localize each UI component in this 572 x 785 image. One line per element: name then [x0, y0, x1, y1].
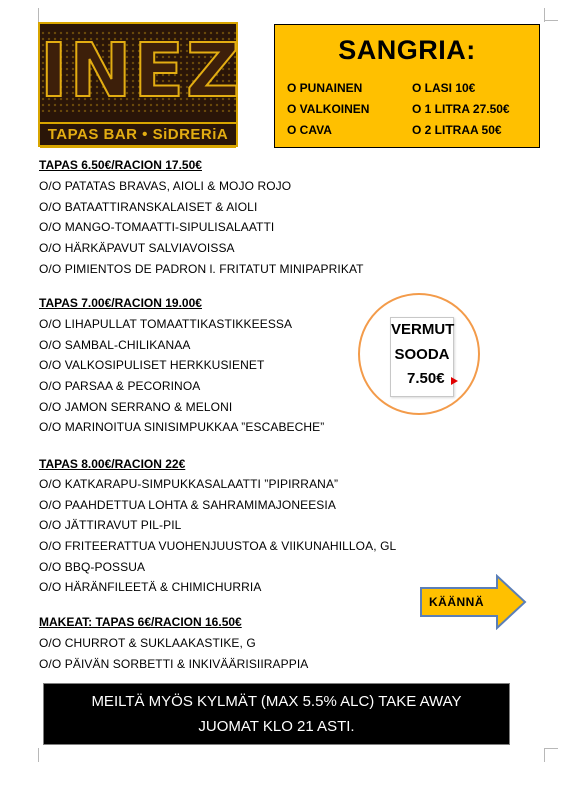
section-heading: MAKEAT: TAPAS 6€/RACION 16.50€ — [39, 615, 242, 629]
menu-item: O/O PÄIVÄN SORBETTI & INKIVÄÄRISIIRAPPIA — [39, 657, 309, 671]
menu-item: O/O BBQ-POSSUA — [39, 560, 146, 574]
takeaway-banner — [43, 683, 510, 745]
menu-item: O/O PATATAS BRAVAS, AIOLI & MOJO ROJO — [39, 179, 292, 193]
crop-mark — [544, 20, 558, 21]
turn-page-button[interactable] — [419, 574, 527, 630]
section-heading: TAPAS 7.00€/RACION 19.00€ — [39, 296, 202, 310]
menu-item: O/O JÄTTIRAVUT PIL-PIL — [39, 518, 182, 532]
menu-item: O/O MARINOITUA SINISIMPUKKAA ”ESCABECHE” — [39, 420, 325, 434]
menu-item: O/O LIHAPULLAT TOMAATTIKASTIKKEESSA — [39, 317, 293, 331]
crop-mark — [38, 8, 39, 22]
menu-item: O/O VALKOSIPULISET HERKKUSIENET — [39, 358, 265, 372]
menu-item: O/O PAAHDETTUA LOHTA & SAHRAMIMAJONEESIA — [39, 498, 336, 512]
red-triangle-icon — [451, 377, 458, 385]
menu-item: O/O HÄRKÄPAVUT SALVIAVOISSA — [39, 241, 235, 255]
crop-mark — [544, 748, 558, 749]
menu-item: O/O PIMIENTOS DE PADRON l. FRITATUT MINIPAPRIKAT — [39, 262, 364, 276]
sangria-box — [274, 24, 540, 148]
sangria-title: SANGRIA: — [338, 35, 476, 65]
menu-item: O/O PARSAA & PECORINOA — [39, 379, 201, 393]
menu-item: O/O FRITEERATTUA VUOHENJUUSTOA & VIIKUNAHILLOA, GL — [39, 539, 397, 553]
sangria-option: O CAVA — [287, 123, 332, 137]
section-heading: TAPAS 8.00€/RACION 22€ — [39, 457, 186, 471]
sangria-option: O VALKOINEN — [287, 102, 370, 116]
sangria-option: O PUNAINEN — [287, 81, 363, 95]
menu-item: O/O HÄRÄNFILEETÄ & CHIMICHURRIA — [39, 580, 262, 594]
sangria-size: O 1 LITRA 27.50€ — [412, 102, 510, 116]
sangria-size: O LASI 10€ — [412, 81, 476, 95]
menu-item: O/O BATAATTIRANSKALAISET & AIOLI — [39, 200, 258, 214]
vermut-label: VERMUT — [391, 321, 455, 338]
sooda-label: SOODA — [394, 346, 450, 363]
vermut-card — [390, 317, 454, 397]
inez-logo — [38, 22, 242, 147]
menu-item: O/O CHURROT & SUKLAAKASTIKE, G — [39, 636, 256, 650]
menu-item: O/O MANGO-TOMAATTI-SIPULISALAATTI — [39, 220, 275, 234]
crop-mark — [544, 748, 545, 762]
vermut-badge — [358, 293, 480, 415]
logo-subtitle: TAPAS BAR • SiDRERiA — [40, 122, 236, 148]
sangria-size: O 2 LITRAA 50€ — [412, 123, 502, 137]
menu-item: O/O JAMON SERRANO & MELONI — [39, 400, 233, 414]
logo-name: INEZ — [40, 28, 242, 114]
banner-line: JUOMAT KLO 21 ASTI. — [198, 718, 355, 735]
vermut-price: 7.50€ — [407, 370, 445, 387]
menu-item: O/O SAMBAL-CHILIKANAA — [39, 338, 191, 352]
section-heading: TAPAS 6.50€/RACION 17.50€ — [39, 158, 202, 172]
turn-label: KÄÄNNÄ — [429, 595, 484, 609]
crop-mark — [38, 748, 39, 762]
menu-item: O/O KATKARAPU-SIMPUKKASALAATTI ”PIPIRRANA” — [39, 477, 339, 491]
banner-line: MEILTÄ MYÖS KYLMÄT (MAX 5.5% ALC) TAKE AWAY — [91, 693, 462, 710]
